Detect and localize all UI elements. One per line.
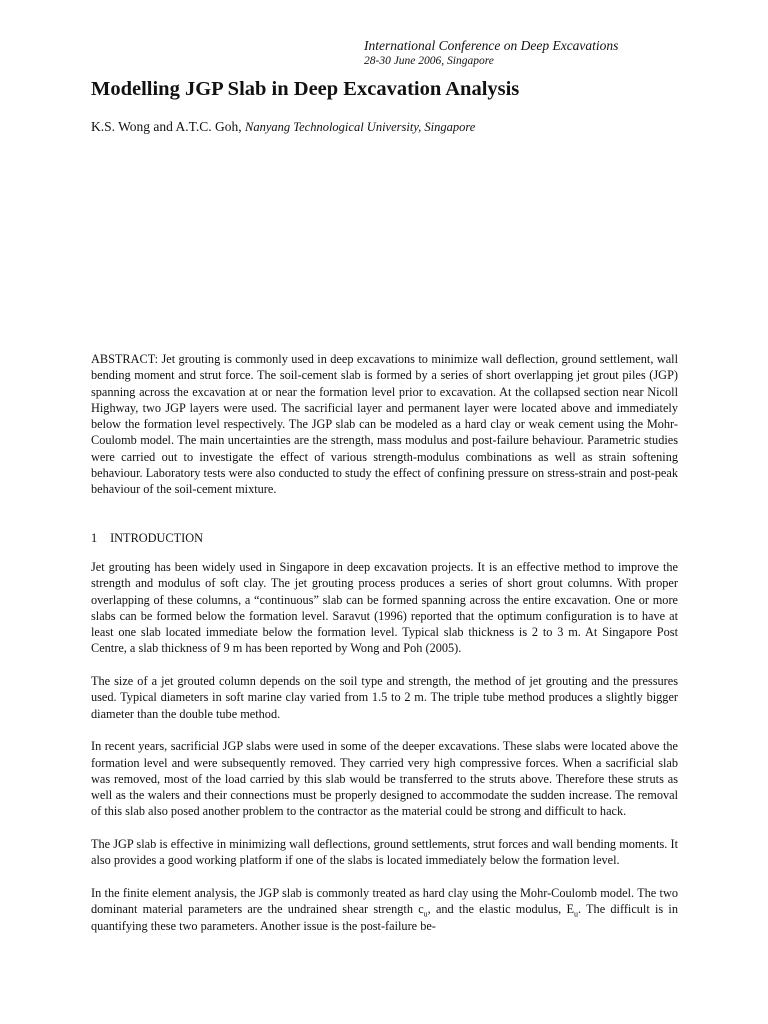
author-line: [91, 118, 475, 136]
conference-name: International Conference on Deep Excavations: [364, 38, 619, 53]
paragraph: In recent years, sacrificial JGP slabs were used in some of the deeper excavations. These slabs were located above the formation level and were subsequently removed. They carried very high compressive forces. When a sacrificial slab was removed, most of the load carried by this slab would be transferred to the struts above. Therefore these struts as well as the walers and their connections must be properly designed to accommodate the sudden increase. The removal of this slab also posed another problem to the contractor as the material could be strong and difficult to hack.: [91, 739, 678, 819]
body-text: [91, 559, 678, 950]
author-names: K.S. Wong and A.T.C. Goh,: [91, 119, 242, 134]
paragraph: [91, 885, 678, 934]
section-title: INTRODUCTION: [110, 531, 203, 545]
abstract-block: [91, 351, 678, 498]
section-number: 1: [91, 531, 98, 545]
paragraph-text: . The difficult is in quantifying these two parameters. Another issue is the post-failure be-: [91, 902, 678, 933]
paragraph: The size of a jet grouted column depends on the soil type and strength, the method of jet grouting and the pressures used. Typical diameters in soft marine clay varied from 1.5 to 2 m. The triple tube method produces a slightly bigger diameter than the double tube method.: [91, 674, 678, 721]
subscript: u: [573, 909, 578, 919]
paper-title: Modelling JGP Slab in Deep Excavation Analysis: [91, 78, 520, 100]
conference-date: 28-30 June 2006, Singapore: [364, 55, 494, 67]
section-heading: [91, 530, 203, 546]
paragraph-text: , and the elastic modulus, E: [427, 902, 574, 917]
abstract-text: ABSTRACT: Jet grouting is commonly used in deep excavations to minimize wall deflection, ground settlement, wall bending moment and strut force. The soil-cement slab is formed by a series of short overlapping jet grout piles (JGP) spanning across the excavation at or near the formation level prior to excavation. At the collapsed section near Nicoll Highway, two JGP layers were used. The sacrificial layer and permanent layer were located above and immediately below the formation level respectively. The JGP slab can be modeled as a hard clay or weak cement using the Mohr-Coulomb model. The main uncertainties are the strength, mass modulus and post-failure behaviour. Parametric studies were carried out to investigate the effect of various strength-modulus combinations as well as strain softening behaviour. Laboratory tests were also conducted to study the effect of confining pressure on stress-strain and post-peak behaviour of the soil-cement mixture.: [91, 352, 678, 497]
conference-header: [364, 38, 618, 68]
subscript: u: [423, 909, 428, 919]
author-affiliation: Nanyang Technological University, Singapore: [245, 120, 476, 134]
paragraph: The JGP slab is effective in minimizing wall deflections, ground settlements, strut forces and wall bending moments. It also provides a good working platform if one of the slabs is located immediately below the formation level.: [91, 837, 678, 868]
paragraph-text: In the finite element analysis, the JGP slab is commonly treated as hard clay using the Mohr-Coulomb model. The two dominant material parameters are the undrained shear strength c: [91, 885, 678, 917]
paragraph: Jet grouting has been widely used in Singapore in deep excavation projects. It is an effective method to improve the strength and modulus of soft clay. The jet grouting process produces a series of short grout columns. With proper overlapping of these columns, a “continuous” slab can be formed spanning across the entire excavation. One or more slabs can be formed below the formation level. Saravut (1996) reported that the optimum configuration is to have at least one slab located immediate below the formation level. Typical slab thickness is 2 to 3 m. At Singapore Post Centre, a slab thickness of 9 m has been reported by Wong and Poh (2005).: [91, 560, 678, 656]
